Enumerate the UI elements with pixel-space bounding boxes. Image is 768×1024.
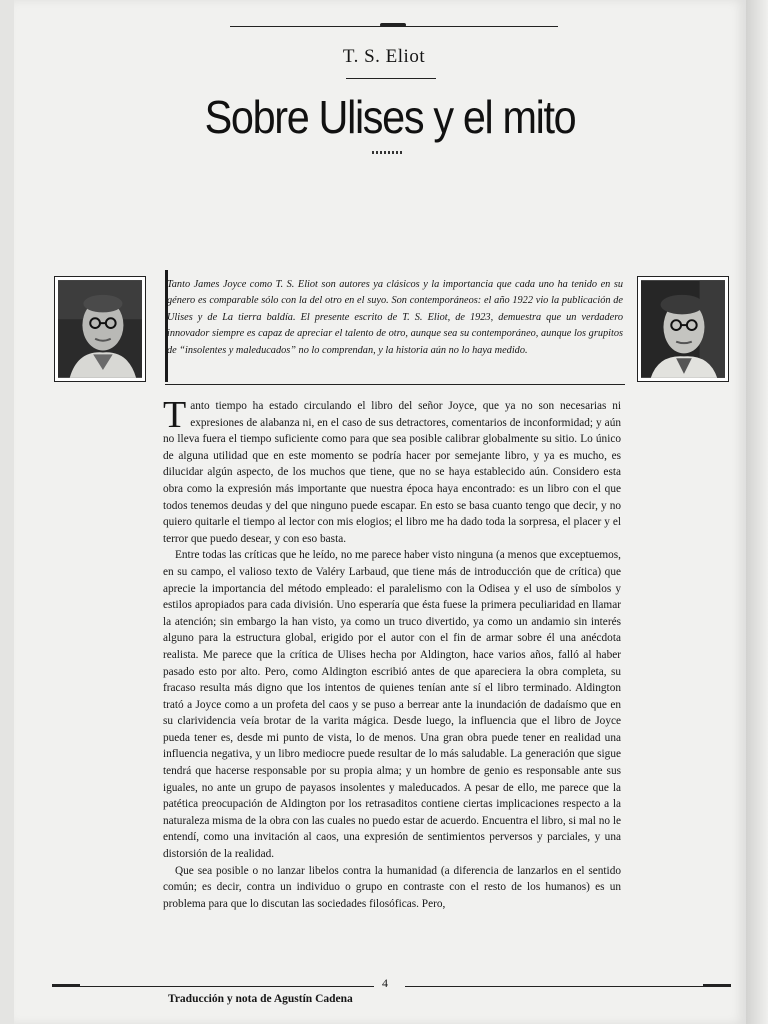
body-paragraph: Que sea posible o no lanzar libelos contra la humanidad (a diferencia de lanzarlos en el sentido común; es decir, contra un individuo o grupo en contraste con el resto de los humanos) es un problema para que lo discutan las sociedades filosóficas. Pero, xyxy=(163,864,621,910)
footer-rule xyxy=(405,986,731,987)
article-body xyxy=(163,394,621,912)
drop-cap: T xyxy=(163,394,187,436)
title-ornament xyxy=(372,151,404,154)
portrait-photo-icon xyxy=(641,280,725,378)
portrait-photo-icon xyxy=(58,280,142,378)
page-number: 4 xyxy=(382,976,388,990)
footer-ornament xyxy=(703,984,731,987)
body-paragraph: Entre todas las críticas que he leído, no me parece haber visto ninguna (a menos que exceptuemos, en su campo, el valioso texto de Valéry Larbaud, que tiene más de introducción que de crítica) que aprecie la importancia del método empleado: el paralelismo con la Odisea y el uso de símbolos y estilos apropiados para cada división. Uno esperaría que ésta fuese la primera peculiaridad en llamar la atención; sin embargo la han visto, ya como un truco divertido, ya como un andamio sin interés alguno para la estructura global, erigido por el autor con el fin de armar sobre él una anécdota realista. Me parece que la crítica de Ulises hecha por Aldington, hace varios años, falló al haber pasado esto por alto. Pero, como Aldington escribió antes de que apareciera la obra completa, su fracaso resulta más digno que los intentos de quienes tenían ante sí el libro terminado. Aldington trató a Joyce como a un profeta del caos y se puso a berrear ante la inundación de dadaísmo que en su clarividencia veía brotar de la varita mágica. Desde luego, la influencia que el libro de Joyce pueda tener es, desde mi punto de vista, lo de menos. Una gran obra puede tener en realidad una influencia negativa, y un libro mediocre puede resultar de lo más saludable. La generación que sigue tendrá que hacerse responsable por su propia alma; y un hombre de genio es responsable ante sus iguales, no ante un grupo de payasos insolentes y maleducados. A pesar de ello, me parece que la patética preocupación de Aldington por los retrasaditos contiene ciertas implicaciones respecto a la naturaleza misma de la obra con las cuales no puedo estar de acuerdo. Encuentra el libro, si mal no le entendí, como una invitación al caos, una expresión de sentimientos perversos y parciales, y una distorsión de la realidad. xyxy=(163,549,621,861)
next-page-edge xyxy=(746,0,768,1024)
author-name: T. S. Eliot xyxy=(342,46,426,67)
footer-rule xyxy=(52,986,374,987)
body-paragraph xyxy=(163,394,621,547)
translator-credit: Traducción y nota de Agustín Cadena xyxy=(168,993,353,1005)
paragraph-text: anto tiempo ha estado circulando el libro del señor Joyce, que ya no son necesarias ni expresiones de alabanza ni, en el caso de sus detractores, comentarios de inconformidad; y aún no lleva fuera el tiempo suficiente como para que sea posible calibrar globalmente su sitio. Lo único de alguna utilidad que en este momento se podría hacer por semejante libro, y ya es mucho, es dilucidar algún aspecto, de los muchos que tiene, que no se haya establecido aún. Considero esta obra como la expresión más importante que nuestra época haya encontrado: es un libro con el que todos tenemos deudas y del que ninguno puede escapar. En esto se basa cuanto tengo que decir, y no quiero quitarle el tiempo al lector con mis elogios; el libro me ha dado toda la sorpresa, el placer y el terror que puedo desear, y con eso basta. xyxy=(163,400,621,545)
intro-paragraph: Tanto James Joyce como T. S. Eliot son autores ya clásicos y la importancia que cada uno ha tenido en su género es comparable sólo con la del otro en el suyo. Son contemporáneos: el año 1922 vio la publicación de Ulises y de La tierra baldía. El presente escrito de T. S. Eliot, de 1923, demuestra que un verdadero innovador siempre es capaz de apreciar el talento de otro, aunque sea su contemporáneo, aunque los grupitos de “insolentes y maleducados” no lo comprendan, y la historia aún no lo haya medido. xyxy=(167,279,623,356)
top-ornament xyxy=(380,23,406,27)
eliot-portrait-photo xyxy=(637,276,729,382)
article-title: Sobre Ulises y el mito xyxy=(204,91,576,143)
joyce-portrait-photo xyxy=(54,276,146,382)
author-rule xyxy=(346,78,436,79)
intro-rule xyxy=(165,384,625,385)
